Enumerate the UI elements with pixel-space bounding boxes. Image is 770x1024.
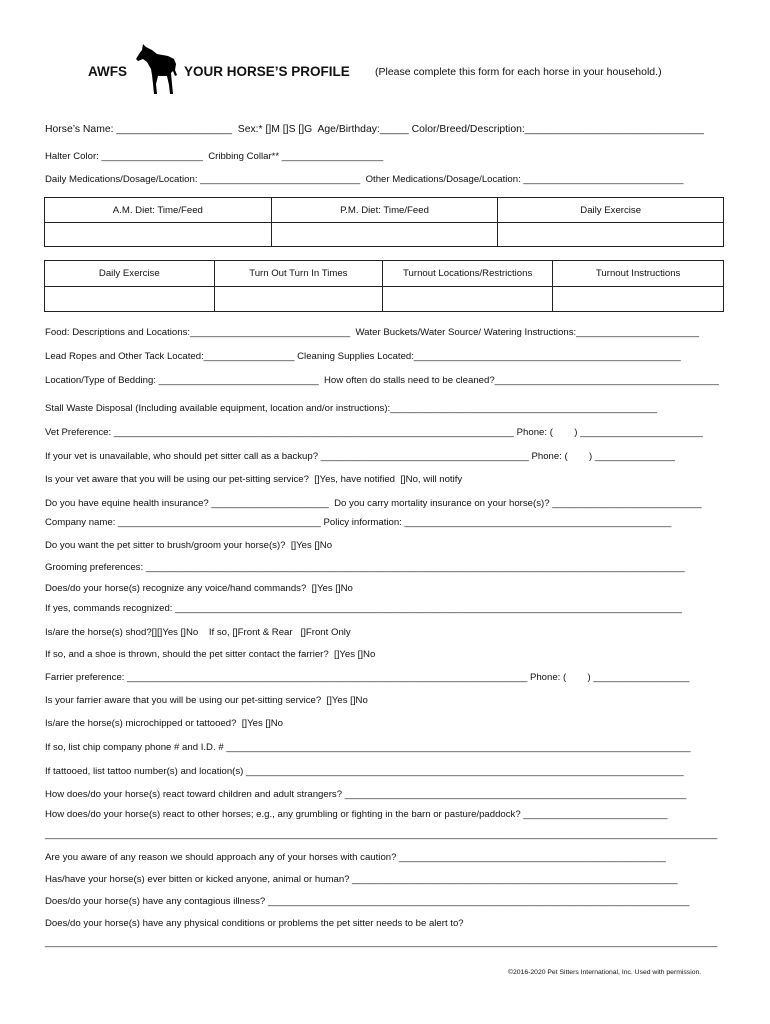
horse-silhouette-icon <box>134 42 180 96</box>
copyright-footer: ©2016-2020 Pet Sitters International, Inc. Used with permission. <box>508 969 702 976</box>
contagious-line[interactable]: Does/do your horse(s) have any contagious illness? _______________________________________________________________________________ <box>45 896 690 907</box>
microchip-line[interactable]: Is/are the horse(s) microchipped or tattooed? []Yes []No <box>45 718 284 729</box>
vet-aware-line[interactable]: Is your vet aware that you will be using our pet-sitting service? []Yes, have notified []No, will notify <box>45 474 463 485</box>
groom-line[interactable]: Do you want the pet sitter to brush/groom your horse(s)? []Yes []No <box>45 540 333 551</box>
lead-ropes-line[interactable]: Lead Ropes and Other Tack Located:_________________ Cleaning Supplies Located:__________________________________________________ <box>45 351 681 362</box>
table-header: A.M. Diet: Time/Feed <box>45 198 272 223</box>
react-strangers-line[interactable]: How does/do your horse(s) react toward children and adult strangers? ________________________________________________________________ <box>45 789 687 800</box>
chip-company-line[interactable]: If so, list chip company phone # and I.D. # _______________________________________________________________________________________ <box>45 742 691 753</box>
table-cell-input[interactable] <box>214 287 382 312</box>
bedding-line[interactable]: Location/Type of Bedding: ______________________________ How often do stalls need to be cleaned?__________________________________________ <box>45 375 719 386</box>
commands-recognized-line[interactable]: If yes, commands recognized: _______________________________________________________________________________________________ <box>45 603 682 614</box>
table-cell-input[interactable] <box>271 223 498 247</box>
continuation-line[interactable]: ______________________________________________________________________________________________________________________________ <box>45 829 718 840</box>
tattoo-line[interactable]: If tattooed, list tattoo number(s) and location(s) __________________________________________________________________________________ <box>45 766 684 777</box>
bitten-line[interactable]: Has/have your horse(s) ever bitten or kicked anyone, animal or human? _____________________________________________________________ <box>45 874 678 885</box>
farrier-aware-line[interactable]: Is your farrier aware that you will be using our pet-sitting service? []Yes []No <box>45 695 368 706</box>
diet-table <box>44 197 724 247</box>
table-cell-input[interactable] <box>553 287 724 312</box>
shod-line[interactable]: Is/are the horse(s) shod?[][]Yes []No If so, []Front & Rear []Front Only <box>45 627 351 638</box>
table-cell-input[interactable] <box>383 287 553 312</box>
table-cell-input[interactable] <box>45 223 272 247</box>
farrier-preference-line[interactable]: Farrier preference: ___________________________________________________________________________ Phone: ( ) __________________ <box>45 672 690 683</box>
continuation-line[interactable]: ______________________________________________________________________________________________________________________________ <box>45 937 718 948</box>
horse-name-line[interactable]: Horse’s Name: ____________________ Sex:* []M []S []G Age/Birthday:_____ Color/Breed/Description:_______________________________ <box>45 124 704 135</box>
table-cell-input[interactable] <box>498 223 724 247</box>
table-header: Daily Exercise <box>45 261 215 287</box>
vet-preference-line[interactable]: Vet Preference: ___________________________________________________________________________ Phone: ( ) _______________________ <box>45 427 703 438</box>
stall-waste-line[interactable]: Stall Waste Disposal (Including available equipment, location and/or instructions):__________________________________________________ <box>45 403 657 414</box>
halter-line[interactable]: Halter Color: ___________________ Cribbing Collar** ___________________ <box>45 151 384 162</box>
table-header: P.M. Diet: Time/Feed <box>271 198 498 223</box>
commands-line[interactable]: Does/do your horse(s) recognize any voice/hand commands? []Yes []No <box>45 583 353 594</box>
react-horses-line[interactable]: How does/do your horse(s) react to other horses; e.g., any grumbling or fighting in the barn or pasture/paddock? ___________________________ <box>45 809 668 820</box>
shoe-thrown-line[interactable]: If so, and a shoe is thrown, should the pet sitter contact the farrier? []Yes []No <box>45 649 376 660</box>
grooming-preferences-line[interactable]: Grooming preferences: _____________________________________________________________________________________________________ <box>45 562 685 573</box>
physical-conditions-line[interactable]: Does/do your horse(s) have any physical conditions or problems the pet sitter needs to be alert to? <box>45 918 464 929</box>
org-name: AWFS <box>88 64 127 79</box>
daily-medications-line[interactable]: Daily Medications/Dosage/Location: ______________________________ Other Medications/Dosage/Location: ______________________________ <box>45 174 684 185</box>
table-header: Turn Out Turn In Times <box>214 261 382 287</box>
caution-line[interactable]: Are you aware of any reason we should approach any of your horses with caution? __________________________________________________ <box>45 852 666 863</box>
turnout-table <box>44 260 724 312</box>
backup-vet-line[interactable]: If your vet is unavailable, who should pet sitter call as a backup? _______________________________________ Phone: ( ) _______________ <box>45 451 675 462</box>
table-header: Turnout Instructions <box>553 261 724 287</box>
form-subtitle: (Please complete this form for each horse in your household.) <box>375 66 662 78</box>
form-title: YOUR HORSE’S PROFILE <box>184 64 350 79</box>
table-header: Turnout Locations/Restrictions <box>383 261 553 287</box>
food-line[interactable]: Food: Descriptions and Locations:______________________________ Water Buckets/Water Source/ Watering Instructions:_______________________ <box>45 327 699 338</box>
company-name-line[interactable]: Company name: ______________________________________ Policy information: __________________________________________________ <box>45 517 672 528</box>
table-header: Daily Exercise <box>498 198 724 223</box>
insurance-line[interactable]: Do you have equine health insurance? ______________________ Do you carry mortality insurance on your horse(s)? ____________________________ <box>45 498 702 509</box>
table-cell-input[interactable] <box>45 287 215 312</box>
